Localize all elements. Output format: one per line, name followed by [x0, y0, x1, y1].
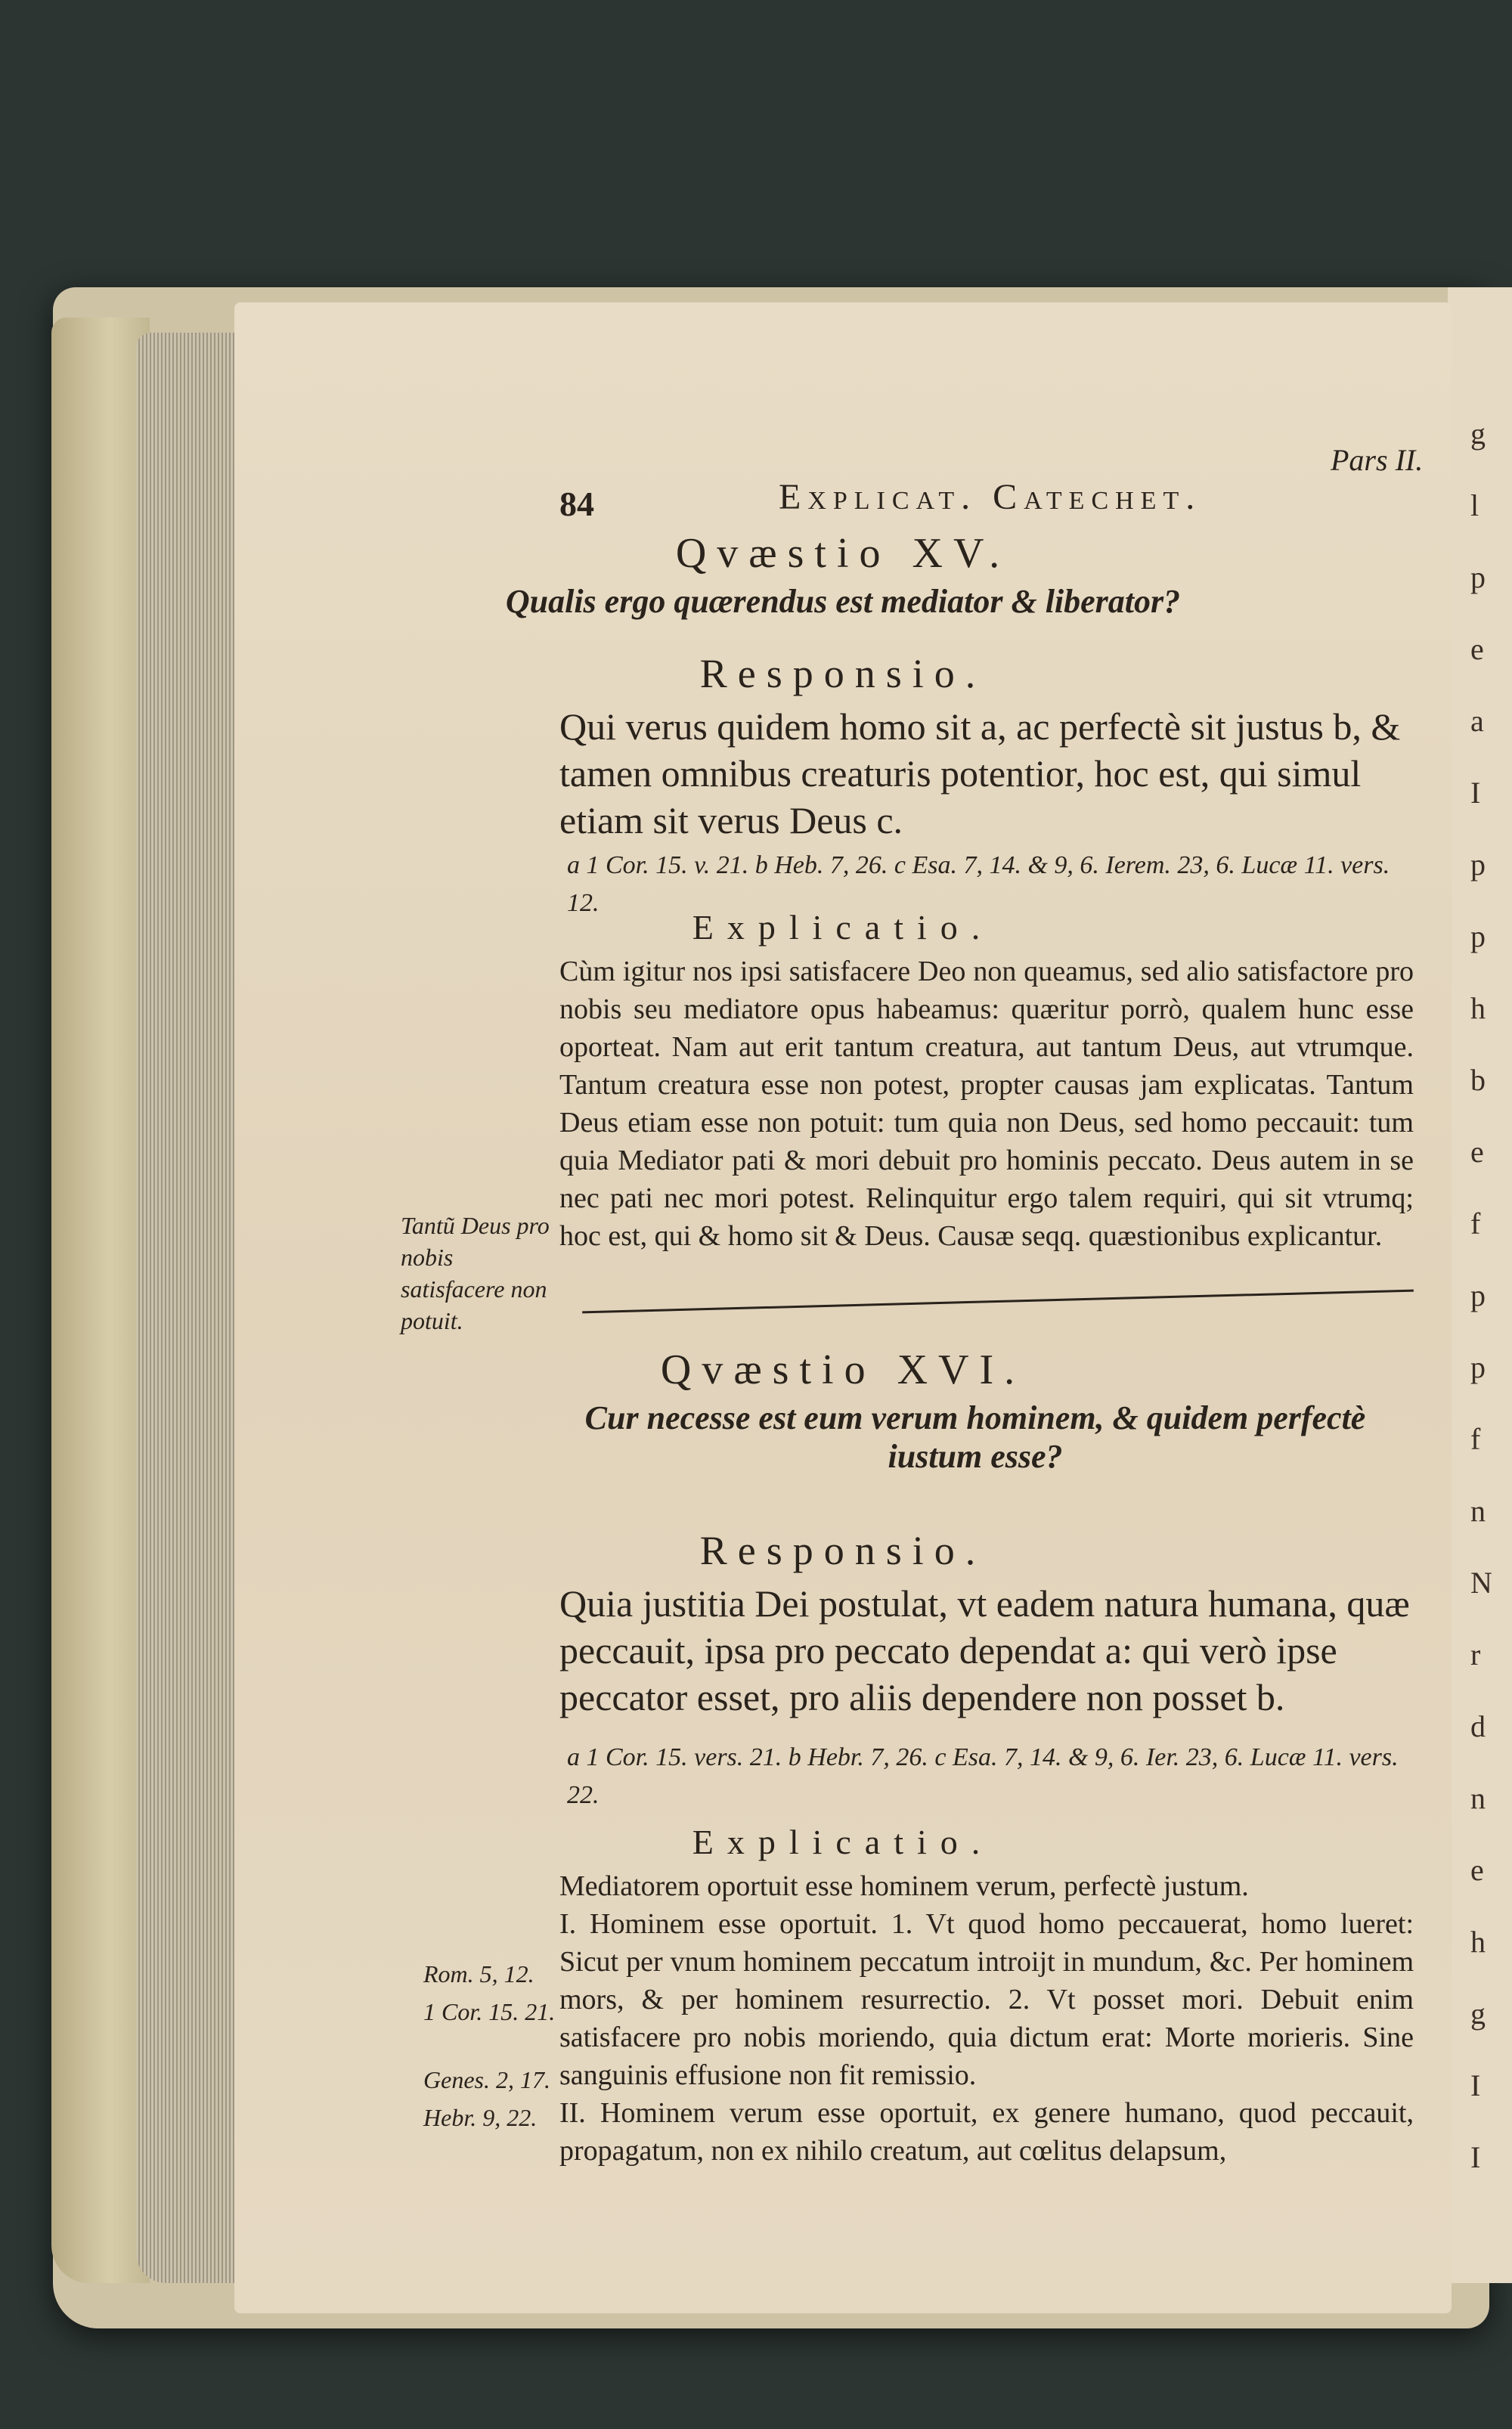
question-15-response-label: Responsio.: [699, 651, 987, 696]
facing-page-letter: f: [1470, 1207, 1481, 1241]
facing-page-letter: r: [1470, 1637, 1481, 1671]
facing-page-edge: [1448, 287, 1512, 2283]
facing-page-letter: n: [1470, 1494, 1486, 1528]
facing-page-letter: p: [1470, 1278, 1486, 1312]
margin-ref: 1 Cor. 15. 21.: [423, 1998, 556, 2025]
facing-page-letter: d: [1470, 1709, 1486, 1743]
facing-page-letter: n: [1470, 1781, 1486, 1815]
page-number: 84: [559, 485, 594, 523]
facing-page-letter: p: [1470, 919, 1486, 953]
question-15-explicatio: Cùm igitur nos ipsi satisfacere Deo non queamus, sed alio satisfactore pro nobis seu mediatore opus habeamus: quæritur porrò, qualem hunc esse oporteat. Nam aut erit tantum creatura, aut tantum Deus, aut vtrumque. Tantum creatura esse non potest, propter causas jam explicatas. Tantum Deus etiam esse non potuit: tum quia non Deus, sed homo peccauit: tum quia Mediator pati & mori debuit pro hominis peccato. Deus autem in se nec pati nec mori potest. Relinquitur ergo talem requiri, qui sit vtrumq; hoc est, qui & homo sit & Deus. Causæ seqq. quæstionibus explicantur.: [559, 956, 1414, 1252]
question-16-title: Qvæstio XVI.: [660, 1346, 1026, 1393]
question-15-title: Qvæstio XV.: [675, 530, 1011, 577]
facing-page-letter: h: [1470, 991, 1486, 1025]
margin-note: Tantũ Deus pro nobis satisfacere non potuit.: [401, 1212, 550, 1334]
explicatio-line: I. Hominem esse oportuit. 1. Vt quod homo peccauerat, homo lueret: Sicut per vnum hominem peccatum introijt in mundum, &c. Per hominem mors, & per hominem resurrectio. 2. Vt posset mori. Debuit enim satisfacere pro nobis moriendo, quia dictum erat: Morte morieris. Sine sanguinis effusione non fit remissio.: [559, 1908, 1414, 2091]
facing-page-letter: p: [1470, 847, 1486, 881]
facing-page-letter: e: [1470, 632, 1484, 666]
part-label: Pars II.: [1331, 443, 1424, 477]
facing-page-letter: b: [1470, 1063, 1486, 1097]
facing-page-letter: l: [1470, 488, 1479, 522]
facing-page-letter: N: [1470, 1566, 1492, 1600]
question-16-references: a 1 Cor. 15. vers. 21. b Hebr. 7, 26. c Esa. 7, 14. & 9, 6. Ier. 23, 6. Lucæ 11. vers. 22.: [567, 1743, 1399, 1809]
question-15-explicatio-label: Explicatio.: [692, 908, 994, 947]
facing-page-letter: g: [1470, 417, 1486, 451]
facing-page-letter: I: [1470, 776, 1481, 810]
margin-ref: Genes. 2, 17.: [423, 2066, 550, 2093]
book-page: [234, 302, 1452, 2313]
facing-page-letter: f: [1470, 1422, 1481, 1456]
explicatio-line: Mediatorem oportuit esse hominem verum, perfectè justum.: [559, 1870, 1249, 1902]
margin-ref: Rom. 5, 12.: [423, 1960, 534, 1988]
facing-page-letter: I: [1470, 2140, 1481, 2174]
question-15-text: Qualis ergo quærendus est mediator & liberator?: [505, 583, 1181, 620]
question-16-response-label: Responsio.: [699, 1528, 987, 1573]
facing-page-letter: e: [1470, 1135, 1484, 1169]
question-15-references: a 1 Cor. 15. v. 21. b Heb. 7, 26. c Esa. 7, 14. & 9, 6. Ierem. 23, 6. Lucæ 11. vers. 12.: [567, 851, 1390, 917]
facing-page-letter: e: [1470, 1853, 1484, 1887]
facing-page-letter: g: [1470, 1997, 1486, 2031]
margin-ref: Hebr. 9, 22.: [423, 2104, 538, 2131]
question-15-answer: Qui verus quidem homo sit a, ac perfectè sit justus b, & tamen omnibus creaturis potentior, hoc est, qui simul etiam sit verus Deus c.: [559, 705, 1401, 841]
question-16-answer: Quia justitia Dei postulat, vt eadem natura humana, quæ peccauit, ipsa pro peccato dependat a: qui verò ipse peccator esset, pro aliis dependere non posset b.: [559, 1582, 1410, 1718]
facing-page-letter: p: [1470, 560, 1486, 594]
facing-page-letter: p: [1470, 1350, 1486, 1384]
book-cover-edge: [51, 318, 150, 2283]
question-16-text: Cur necesse est eum verum hominem, & quidem perfectè iustum esse?: [584, 1399, 1366, 1475]
facing-page-letter: h: [1470, 1925, 1486, 1959]
question-16-explicatio: [559, 1867, 1414, 2170]
explicatio-line: II. Hominem verum esse oportuit, ex genere humano, quod peccauit, propagatum, non ex nihilo creatum, aut cœlitus delapsum,: [559, 2097, 1414, 2167]
question-16-explicatio-label: Explicatio.: [692, 1823, 994, 1861]
facing-page-letter: I: [1470, 2068, 1481, 2102]
page-edges: [136, 333, 249, 2283]
section-rule: [582, 1290, 1414, 1314]
running-head: Explicat. Catechet.: [779, 477, 1202, 517]
facing-page-letter: a: [1470, 704, 1484, 738]
